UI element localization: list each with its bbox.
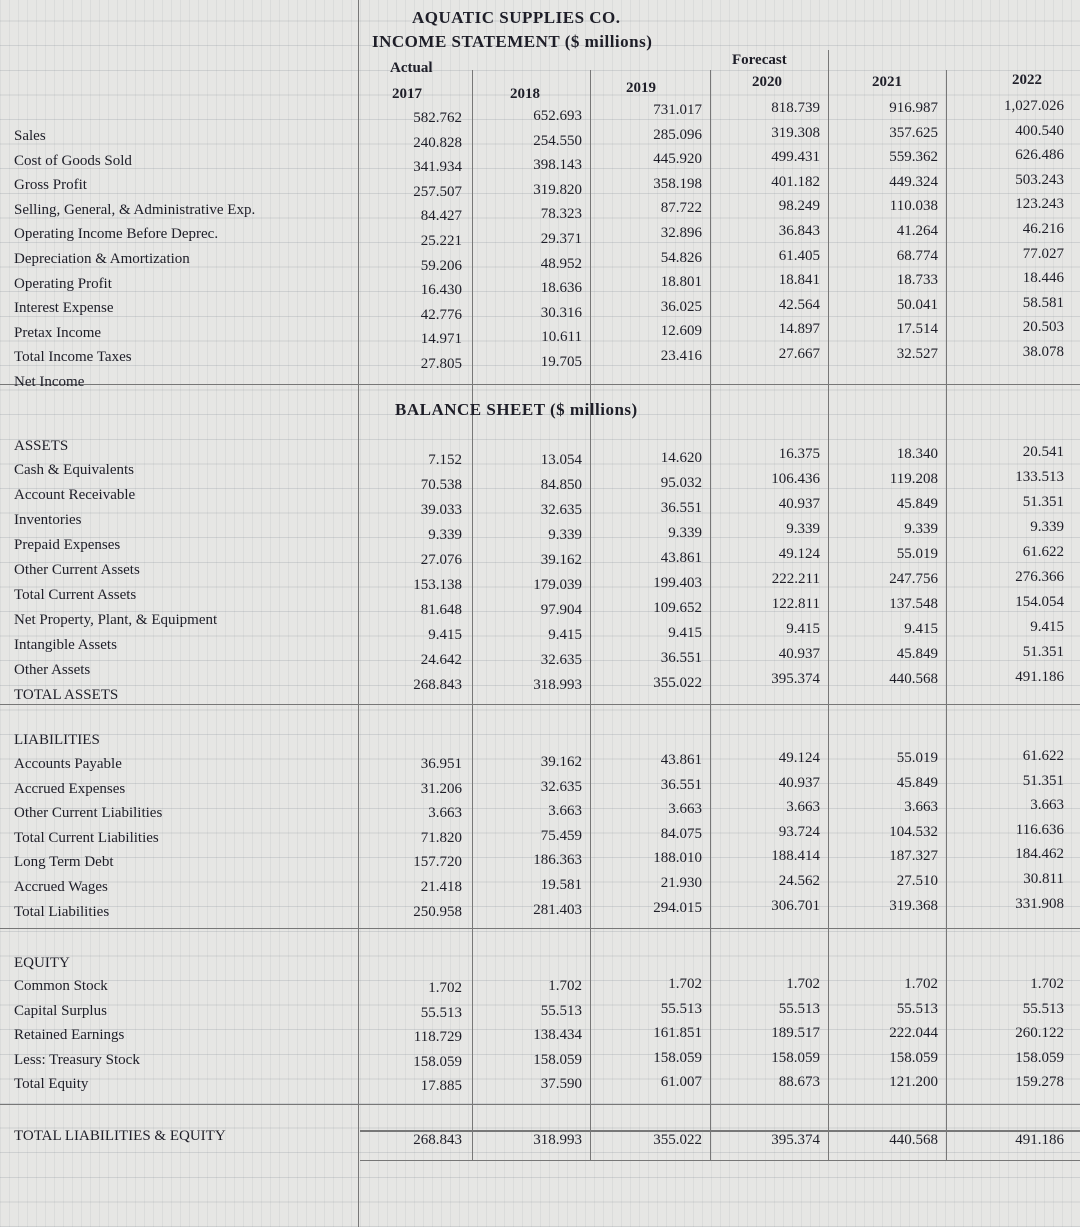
cell-value: 9.339 [786, 521, 820, 537]
cell-value: 153.138 [413, 577, 462, 593]
cell-value: 318.993 [533, 677, 582, 693]
cell-value: 1.702 [904, 976, 938, 992]
equity-heading: EQUITY [14, 955, 70, 971]
cell-value: 116.636 [1015, 821, 1064, 838]
cell-value: 93.724 [778, 823, 820, 840]
row-label: Accounts Payable [14, 756, 122, 772]
cell-value: 43.861 [660, 752, 702, 768]
cell-value: 32.635 [540, 502, 582, 518]
cell-value: 55.513 [896, 1000, 938, 1017]
cell-value: 341.934 [413, 159, 462, 176]
cell-value: 285.096 [653, 126, 702, 143]
cell-value: 45.849 [896, 646, 938, 662]
cell-value: 9.339 [668, 525, 702, 541]
cell-value: 97.904 [540, 602, 582, 618]
row-label: Net Property, Plant, & Equipment [14, 612, 218, 628]
row-label: Gross Profit [14, 177, 87, 194]
cell-value: 36.843 [778, 223, 820, 239]
row-label: Operating Profit [14, 275, 112, 292]
row-label: Cost of Goods Sold [14, 152, 132, 169]
cell-value: 37.590 [540, 1076, 582, 1093]
row-label: Total Current Assets [14, 587, 137, 603]
cell-value: 55.513 [660, 1000, 702, 1017]
cell-value: 55.513 [540, 1002, 582, 1019]
cell-value: 1.702 [428, 980, 462, 996]
row-label: Intangible Assets [14, 637, 117, 653]
cell-value: 55.019 [896, 750, 938, 766]
cell-value: 440.568 [889, 1132, 938, 1148]
cell-value: 36.551 [660, 650, 702, 666]
cell-value: 626.486 [1015, 147, 1064, 164]
cell-value: 32.635 [540, 652, 582, 668]
cell-value: 78.323 [540, 206, 582, 223]
cell-value: 36.551 [660, 776, 702, 793]
forecast-label: Forecast [732, 52, 787, 68]
cell-value: 268.843 [413, 677, 462, 693]
cell-value: 18.841 [778, 272, 820, 289]
cell-value: 184.462 [1015, 846, 1064, 863]
cell-value: 27.667 [778, 346, 820, 362]
cell-value: 222.044 [889, 1025, 938, 1042]
cell-value: 158.059 [533, 1051, 582, 1068]
cell-value: 43.861 [660, 550, 702, 566]
cell-value: 51.351 [1022, 494, 1064, 510]
cell-value: 1.702 [1030, 976, 1064, 992]
row-label: Total Liabilities [14, 903, 110, 920]
row-label: Total Equity [14, 1076, 89, 1093]
cell-value: 46.216 [1022, 221, 1064, 237]
cell-value: 281.403 [533, 901, 582, 918]
cell-value: 916.987 [889, 100, 938, 116]
cell-value: 95.032 [660, 475, 702, 491]
row-label: Selling, General, & Administrative Exp. [14, 201, 256, 218]
cell-value: 1,027.026 [1004, 98, 1064, 114]
row-label: Total Income Taxes [14, 349, 132, 366]
cell-value: 158.059 [1015, 1049, 1064, 1066]
cell-value: 9.415 [786, 621, 820, 637]
cell-value: 40.937 [778, 774, 820, 791]
cell-value: 61.622 [1022, 748, 1064, 764]
cell-value: 3.663 [1030, 797, 1064, 814]
cell-value: 29.371 [540, 231, 582, 247]
cell-value: 250.958 [413, 903, 462, 920]
cell-value: 9.415 [1030, 619, 1064, 635]
cell-value: 39.162 [540, 552, 582, 568]
cell-value: 154.054 [1015, 594, 1064, 610]
cell-value: 319.368 [889, 897, 938, 914]
year-2022: 2022 [1012, 72, 1042, 88]
cell-value: 20.541 [1022, 444, 1064, 460]
cell-value: 398.143 [533, 157, 582, 174]
cell-value: 84.075 [660, 825, 702, 842]
cell-value: 9.415 [904, 621, 938, 637]
cell-value: 21.930 [660, 875, 702, 891]
cell-value: 54.826 [660, 249, 702, 266]
cell-value: 491.186 [1015, 1132, 1064, 1148]
row-label: Net Income [14, 374, 85, 390]
cell-value: 36.551 [660, 500, 702, 516]
cell-value: 42.776 [420, 306, 462, 323]
cell-value: 61.405 [778, 247, 820, 264]
row-label: Less: Treasury Stock [14, 1051, 140, 1068]
cell-value: 98.249 [778, 198, 820, 215]
cell-value: 9.339 [428, 527, 462, 543]
cell-value: 18.801 [660, 274, 702, 291]
cell-value: 158.059 [771, 1049, 820, 1066]
cell-value: 17.514 [896, 321, 938, 338]
cell-value: 27.805 [420, 356, 462, 372]
cell-value: 9.415 [548, 627, 582, 643]
cell-value: 55.019 [896, 546, 938, 562]
row-label: Other Current Liabilities [14, 805, 163, 822]
cell-value: 49.124 [778, 546, 820, 562]
cell-value: 21.418 [420, 879, 462, 895]
cell-value: 55.513 [1022, 1000, 1064, 1017]
cell-value: 39.162 [540, 754, 582, 770]
row-label: Other Current Assets [14, 562, 140, 578]
cell-value: 40.937 [778, 496, 820, 512]
cell-value: 38.078 [1022, 344, 1064, 360]
cell-value: 158.059 [413, 1053, 462, 1070]
cell-value: 818.739 [771, 100, 820, 116]
cell-value: 123.243 [1015, 196, 1064, 213]
cell-value: 188.414 [771, 848, 820, 865]
assets-heading: ASSETS [14, 438, 69, 454]
cell-value: 81.648 [420, 602, 462, 618]
cell-value: 7.152 [428, 452, 462, 468]
cell-value: 32.896 [660, 225, 702, 241]
cell-value: 652.693 [533, 108, 582, 124]
cell-value: 449.324 [889, 173, 938, 190]
cell-value: 3.663 [786, 799, 820, 816]
cell-value: 357.625 [889, 124, 938, 141]
cell-value: 188.010 [653, 850, 702, 867]
cell-value: 10.611 [541, 329, 582, 346]
cell-value: 71.820 [420, 829, 462, 846]
cell-value: 187.327 [889, 848, 938, 865]
cell-value: 84.427 [420, 208, 462, 225]
cell-value: 222.211 [771, 571, 820, 587]
cell-value: 158.059 [889, 1049, 938, 1066]
cell-value: 24.562 [778, 873, 820, 889]
cell-value: 14.897 [778, 321, 820, 338]
cell-value: 186.363 [533, 852, 582, 869]
cell-value: 1.702 [786, 976, 820, 992]
cell-value: 254.550 [533, 132, 582, 149]
cell-value: 319.308 [771, 124, 820, 141]
cell-value: 31.206 [420, 780, 462, 797]
cell-value: 88.673 [778, 1074, 820, 1091]
cell-value: 51.351 [1022, 772, 1064, 789]
cell-value: 179.039 [533, 577, 582, 593]
row-label: TOTAL ASSETS [14, 687, 119, 703]
cell-value: 87.722 [660, 200, 702, 217]
cell-value: 119.208 [889, 471, 938, 487]
cell-value: 199.403 [653, 575, 702, 591]
cell-value: 45.849 [896, 774, 938, 791]
liabilities-heading: LIABILITIES [14, 732, 100, 748]
cell-value: 84.850 [540, 477, 582, 493]
cell-value: 59.206 [420, 257, 462, 274]
cell-value: 319.820 [533, 181, 582, 198]
year-2017: 2017 [392, 86, 422, 102]
cell-value: 30.811 [1023, 871, 1064, 887]
cell-value: 294.015 [653, 899, 702, 916]
cell-value: 122.811 [771, 596, 820, 612]
cell-value: 68.774 [896, 247, 938, 264]
cell-value: 45.849 [896, 496, 938, 512]
cell-value: 51.351 [1022, 644, 1064, 660]
cell-value: 355.022 [653, 1132, 702, 1148]
cell-value: 25.221 [420, 233, 462, 249]
cell-value: 17.885 [420, 1078, 462, 1095]
cell-value: 16.375 [778, 446, 820, 462]
cell-value: 503.243 [1015, 171, 1064, 188]
cell-value: 32.527 [896, 346, 938, 362]
cell-value: 42.564 [778, 296, 820, 313]
cell-value: 499.431 [771, 149, 820, 166]
cell-value: 731.017 [653, 102, 702, 118]
cell-value: 106.436 [771, 471, 820, 487]
cell-value: 331.908 [1015, 895, 1064, 912]
row-label: Capital Surplus [14, 1002, 107, 1019]
cell-value: 9.415 [668, 625, 702, 641]
cell-value: 137.548 [889, 596, 938, 612]
row-label: Long Term Debt [14, 854, 114, 871]
row-label: Retained Earnings [14, 1027, 125, 1044]
cell-value: 3.663 [904, 799, 938, 816]
cell-value: 27.076 [420, 552, 462, 568]
row-label: Pretax Income [14, 324, 102, 341]
cell-value: 401.182 [771, 173, 820, 190]
cell-value: 109.652 [653, 600, 702, 616]
cell-value: 3.663 [668, 801, 702, 818]
cell-value: 445.920 [653, 151, 702, 168]
cell-value: 75.459 [540, 827, 582, 844]
cell-value: 20.503 [1022, 319, 1064, 336]
total-liabilities-equity-label: TOTAL LIABILITIES & EQUITY [14, 1128, 226, 1144]
cell-value: 157.720 [413, 854, 462, 871]
year-2021: 2021 [872, 74, 902, 90]
cell-value: 9.339 [904, 521, 938, 537]
cell-value: 159.278 [1015, 1074, 1064, 1091]
cell-value: 13.054 [540, 452, 582, 468]
cell-value: 3.663 [428, 805, 462, 822]
cell-value: 400.540 [1015, 122, 1064, 139]
cell-value: 306.701 [771, 897, 820, 914]
cell-value: 41.264 [896, 223, 938, 239]
cell-value: 18.340 [896, 446, 938, 462]
cell-value: 133.513 [1015, 469, 1064, 485]
cell-value: 70.538 [420, 477, 462, 493]
cell-value: 19.581 [540, 877, 582, 893]
cell-value: 318.993 [533, 1132, 582, 1148]
year-2018: 2018 [510, 86, 540, 102]
cell-value: 582.762 [413, 110, 462, 126]
balance-sheet-title: BALANCE SHEET ($ millions) [395, 400, 638, 419]
cell-value: 118.729 [413, 1029, 462, 1046]
year-2019: 2019 [626, 80, 656, 96]
cell-value: 18.446 [1022, 270, 1064, 287]
cell-value: 49.124 [778, 750, 820, 766]
row-label: Operating Income Before Deprec. [14, 226, 219, 243]
cell-value: 40.937 [778, 646, 820, 662]
cell-value: 48.952 [540, 255, 582, 272]
cell-value: 27.510 [896, 873, 938, 889]
cell-value: 257.507 [413, 183, 462, 200]
cell-value: 9.415 [428, 627, 462, 643]
cell-value: 121.200 [889, 1074, 938, 1091]
cell-value: 12.609 [660, 323, 702, 340]
cell-value: 260.122 [1015, 1025, 1064, 1042]
cell-value: 77.027 [1022, 245, 1064, 262]
cell-value: 491.186 [1015, 669, 1064, 685]
cell-value: 14.620 [660, 450, 702, 466]
row-label: Depreciation & Amortization [14, 251, 190, 267]
cell-value: 110.038 [889, 198, 938, 215]
row-label: Account Receivable [14, 487, 136, 503]
income-statement-title: INCOME STATEMENT ($ millions) [372, 32, 653, 51]
cell-value: 268.843 [413, 1132, 462, 1148]
cell-value: 50.041 [896, 296, 938, 313]
row-label: Common Stock [14, 978, 108, 994]
cell-value: 18.733 [896, 272, 938, 289]
row-label: Prepaid Expenses [14, 537, 121, 553]
cell-value: 559.362 [889, 149, 938, 166]
cell-value: 16.430 [420, 282, 462, 299]
actual-label: Actual [390, 60, 433, 76]
cell-value: 247.756 [889, 571, 938, 587]
year-2020: 2020 [752, 74, 782, 90]
cell-value: 358.198 [653, 175, 702, 192]
cell-value: 24.642 [420, 652, 462, 668]
cell-value: 189.517 [771, 1025, 820, 1042]
cell-value: 355.022 [653, 675, 702, 691]
cell-value: 240.828 [413, 134, 462, 151]
row-label: Total Current Liabilities [14, 829, 159, 846]
cell-value: 395.374 [771, 1132, 820, 1148]
cell-value: 18.636 [540, 280, 582, 297]
cell-value: 440.568 [889, 671, 938, 687]
row-label: Accrued Expenses [14, 780, 126, 797]
cell-value: 158.059 [653, 1049, 702, 1066]
cell-value: 61.007 [660, 1074, 702, 1091]
row-label: Accrued Wages [14, 879, 108, 895]
cell-value: 138.434 [533, 1027, 582, 1044]
cell-value: 39.033 [420, 502, 462, 518]
company-name: AQUATIC SUPPLIES CO. [412, 8, 621, 27]
cell-value: 1.702 [548, 978, 582, 994]
row-label: Other Assets [14, 662, 91, 678]
cell-value: 23.416 [660, 348, 702, 364]
row-label: Inventories [14, 512, 82, 528]
cell-value: 32.635 [540, 778, 582, 795]
cell-value: 161.851 [653, 1025, 702, 1042]
row-label: Sales [14, 128, 46, 144]
cell-value: 58.581 [1022, 294, 1064, 311]
row-label: Interest Expense [14, 300, 114, 317]
row-label: Cash & Equivalents [14, 462, 134, 478]
cell-value: 104.532 [889, 823, 938, 840]
cell-value: 276.366 [1015, 569, 1064, 585]
cell-value: 3.663 [548, 803, 582, 820]
cell-value: 1.702 [668, 976, 702, 992]
cell-value: 36.025 [660, 298, 702, 315]
cell-value: 14.971 [420, 331, 462, 348]
cell-value: 9.339 [1030, 519, 1064, 535]
cell-value: 55.513 [420, 1004, 462, 1021]
cell-value: 9.339 [548, 527, 582, 543]
cell-value: 36.951 [420, 756, 462, 772]
cell-value: 30.316 [540, 304, 582, 321]
cell-value: 395.374 [771, 671, 820, 687]
cell-value: 19.705 [540, 354, 582, 370]
cell-value: 61.622 [1022, 544, 1064, 560]
cell-value: 55.513 [778, 1000, 820, 1017]
